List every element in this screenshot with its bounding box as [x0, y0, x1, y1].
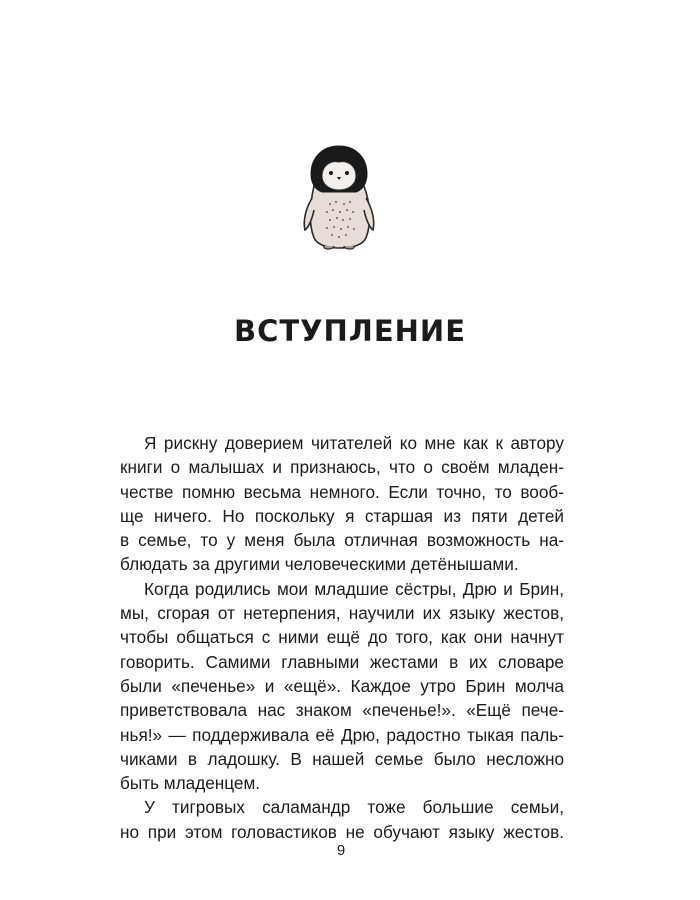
text-line: ще ничего. Но поскольку я старшая из пяти детей — [120, 505, 564, 526]
text-line: Когда родились мои младшие сёстры, Дрю и Брин, — [144, 578, 564, 599]
text-line: приветствовала нас знаком «печенье!». «Ещё пече- — [120, 700, 564, 721]
text-line: но при этом головастиков не обучают языку жестов. — [120, 821, 564, 842]
text-line: чтобы общаться с ними ещё до того, как они начнут — [120, 627, 564, 648]
text-line: честве помню весьма немного. Если точно, то вооб- — [120, 481, 564, 502]
text-line: блюдать за другими человеческими детёнышами. — [120, 554, 519, 575]
text-line: мы, сгорая от нетерпения, научили их языку жестов, — [120, 603, 564, 624]
text-line: быть младенцем. — [120, 773, 261, 794]
text-line: книги о малышах и признаюсь, что о своём младен- — [120, 457, 564, 478]
text-line: Я рискну доверием читателей ко мне как к автору — [144, 433, 564, 453]
text-line: чиками в ладошку. В нашей семье было несложно — [120, 748, 564, 769]
text-line: были «печенье» и «ещё». Каждое утро Брин молча — [120, 675, 564, 696]
text-line: У тигровых саламандр тоже большие семьи, — [144, 797, 564, 818]
text-line: нья!» — поддерживала её Дрю, радостно тыкая паль- — [120, 724, 564, 745]
chapter-title: ВСТУПЛЕНИЕ — [233, 314, 467, 348]
page-number: 9 — [336, 842, 346, 859]
text-line: говорить. Самими главными жестами в их словаре — [120, 651, 564, 672]
text-line: в семье, то у меня была отличная возможность на- — [120, 530, 564, 551]
body-text — [120, 431, 564, 844]
penguin-chick-icon — [300, 140, 378, 252]
